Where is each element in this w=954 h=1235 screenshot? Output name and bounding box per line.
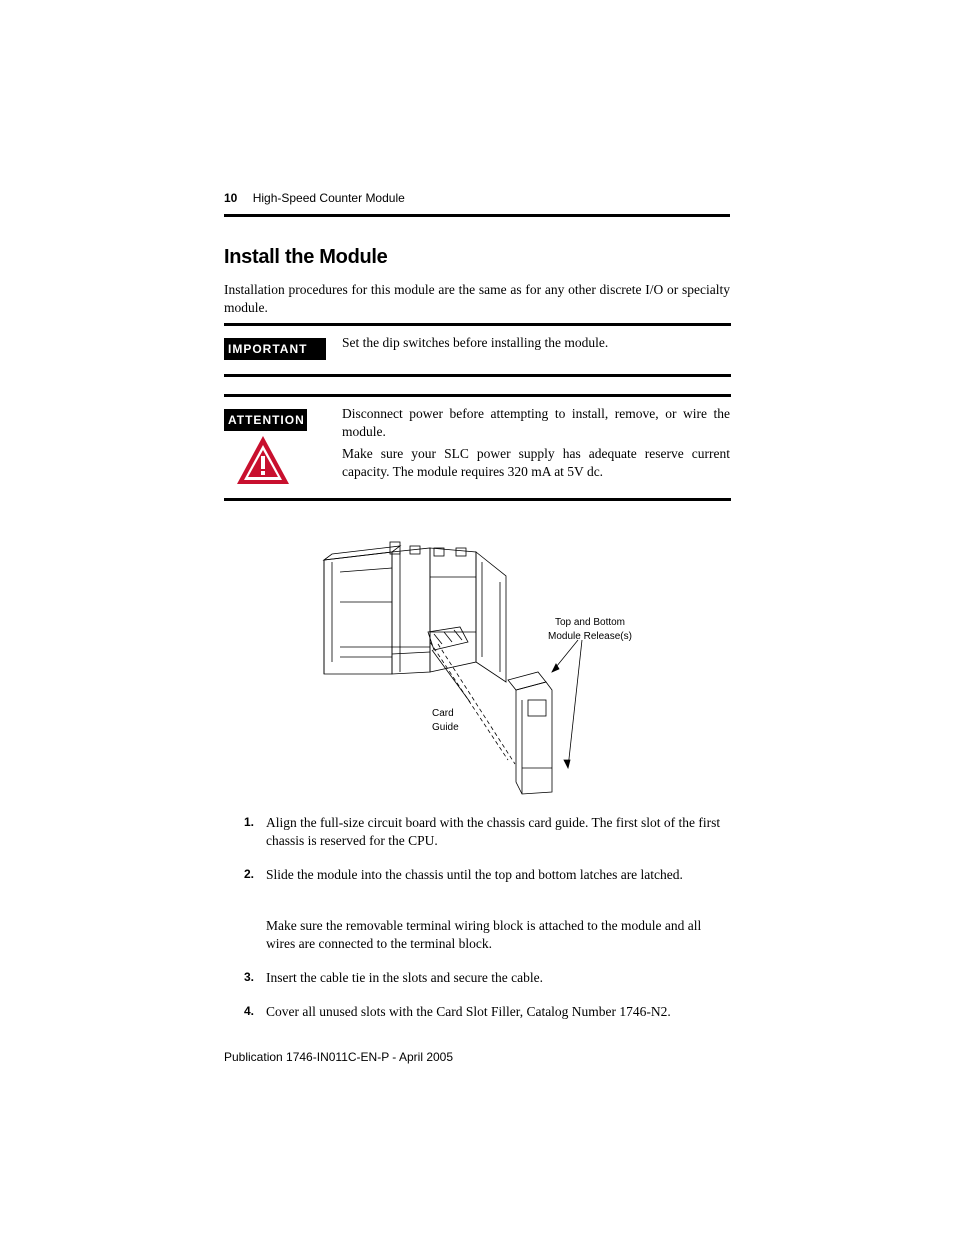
attention-bottom-rule xyxy=(224,498,731,501)
step-text: Insert the cable tie in the slots and secure the cable. xyxy=(266,970,544,985)
step-text: Align the full-size circuit board with the chassis card guide. The first slot of the first chassis is reserved for the CPU. xyxy=(266,815,721,848)
important-badge: IMPORTANT xyxy=(224,338,326,360)
important-text: Set the dip switches before installing the module. xyxy=(342,335,609,350)
step-number: 2. xyxy=(244,867,255,881)
important-top-rule xyxy=(224,323,731,326)
important-bottom-rule xyxy=(224,374,731,377)
step-number: 3. xyxy=(244,970,255,984)
running-header xyxy=(224,191,405,205)
intro-paragraph: Installation procedures for this module are the same as for any other discrete I/O or specialty module. xyxy=(224,282,730,315)
publication-footer: Publication 1746-IN011C-EN-P - April 2005 xyxy=(224,1050,454,1064)
running-title: High-Speed Counter Module xyxy=(252,191,405,205)
callout-release-line1: Top and Bottom xyxy=(554,617,626,628)
attention-top-rule xyxy=(224,394,731,397)
warning-triangle-icon xyxy=(235,434,291,491)
step-number: 1. xyxy=(244,815,255,829)
section-title: Install the Module xyxy=(224,246,388,268)
attention-paragraph-2: Make sure your SLC power supply has adequate reserve current capacity. The module requires 320 mA at 5V dc. xyxy=(342,446,730,479)
step-text: Slide the module into the chassis until the top and bottom latches are latched. xyxy=(266,867,683,882)
step-note: Make sure the removable terminal wiring block is attached to the module and all wires are connected to the terminal block. xyxy=(266,918,702,951)
step-text: Cover all unused slots with the Card Slot Filler, Catalog Number 1746-N2. xyxy=(266,1004,671,1019)
callout-release-line2: Module Release(s) xyxy=(548,631,632,642)
page-number: 10 xyxy=(224,191,238,205)
callout-guide-line2: Guide xyxy=(432,722,459,733)
installation-figure xyxy=(310,532,650,805)
chassis-drawing xyxy=(324,542,582,794)
attention-paragraph-1: Disconnect power before attempting to install, remove, or wire the module. xyxy=(342,406,730,439)
attention-badge: ATTENTION xyxy=(224,409,307,431)
header-rule xyxy=(224,214,730,217)
callout-guide-line1: Card xyxy=(432,708,454,719)
step-number: 4. xyxy=(244,1004,255,1018)
